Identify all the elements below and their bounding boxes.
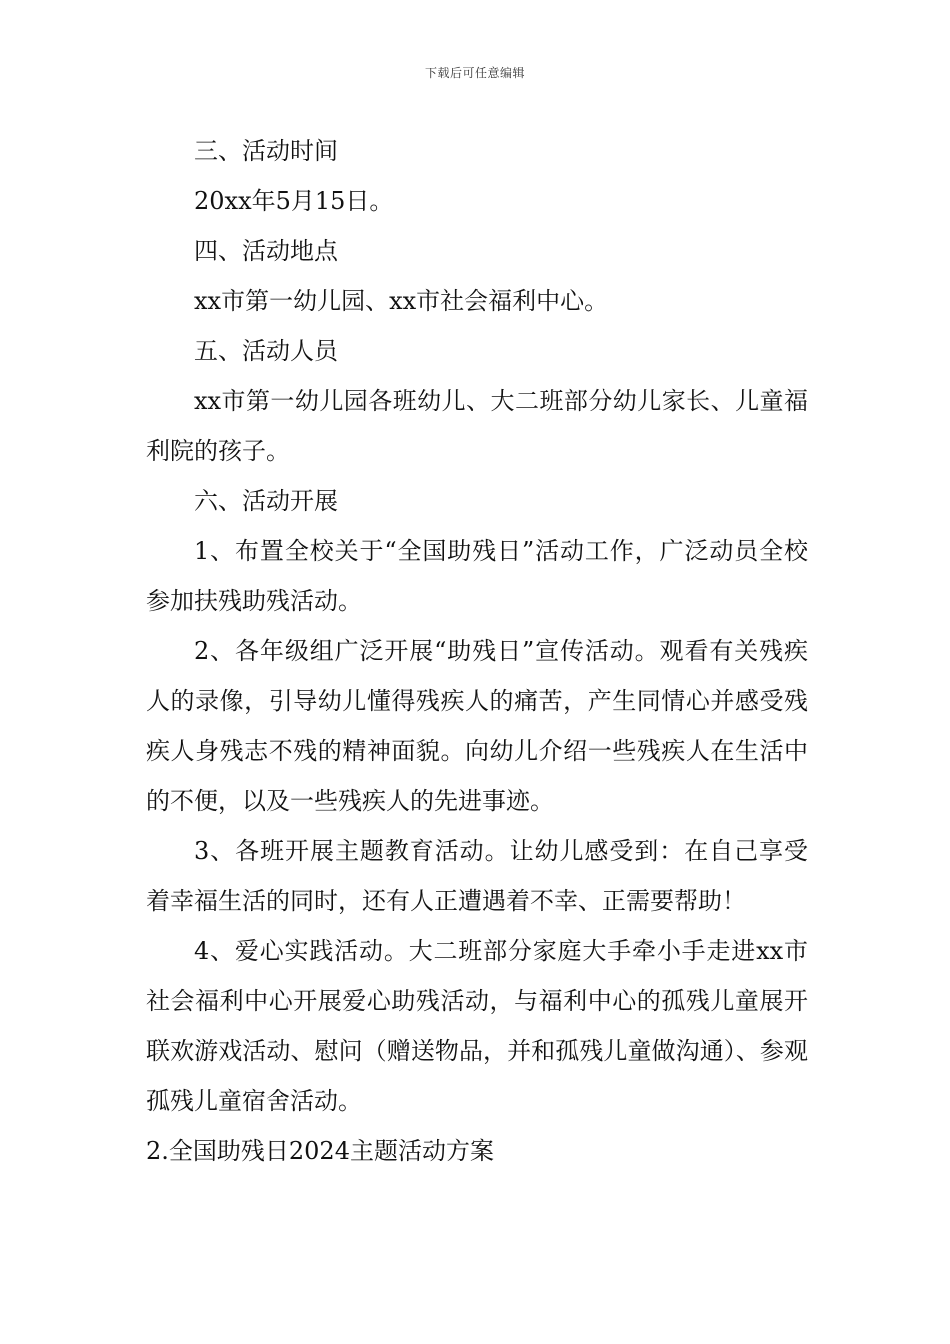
- development-item-3: 3、各班开展主题教育活动。让幼儿感受到：在自己享受着幸福生活的同时，还有人正遭遇着不幸、正需要帮助！: [146, 837, 808, 915]
- development-item-4: 4、爱心实践活动。大二班部分家庭大手牵小手走进xx市社会福利中心开展爱心助残活动，与福利中心的孤残儿童展开联欢游戏活动、慰问（赠送物品，并和孤残儿童做沟通）、参观孤残儿童宿舍活动。: [146, 937, 808, 1115]
- heading-activity-time: 三、活动时间: [194, 137, 338, 165]
- section-heading: 2.全国助残日2024主题活动方案: [146, 1137, 494, 1165]
- development-item-2: 2、各年级组广泛开展“助残日”宣传活动。观看有关残疾人的录像，引导幼儿懂得残疾人的痛苦，产生同情心并感受残疾人身残志不残的精神面貌。向幼儿介绍一些残疾人在生活中的不便，以及一些残疾人的先进事迹。: [146, 637, 808, 815]
- page-header-note: 下载后可任意编辑: [424, 66, 525, 80]
- heading-activity-development: 六、活动开展: [194, 487, 338, 515]
- activity-location: xx市第一幼儿园、xx市社会福利中心。: [194, 287, 609, 315]
- heading-activity-location: 四、活动地点: [194, 237, 338, 265]
- development-item-1: 1、布置全校关于“全国助残日”活动工作，广泛动员全校参加扶残助残活动。: [146, 537, 808, 615]
- heading-activity-people: 五、活动人员: [194, 337, 338, 365]
- document-body: [146, 126, 808, 1176]
- activity-people: xx市第一幼儿园各班幼儿、大二班部分幼儿家长、儿童福利院的孩子。: [146, 387, 808, 465]
- activity-date: 20xx年5月15日。: [194, 187, 394, 215]
